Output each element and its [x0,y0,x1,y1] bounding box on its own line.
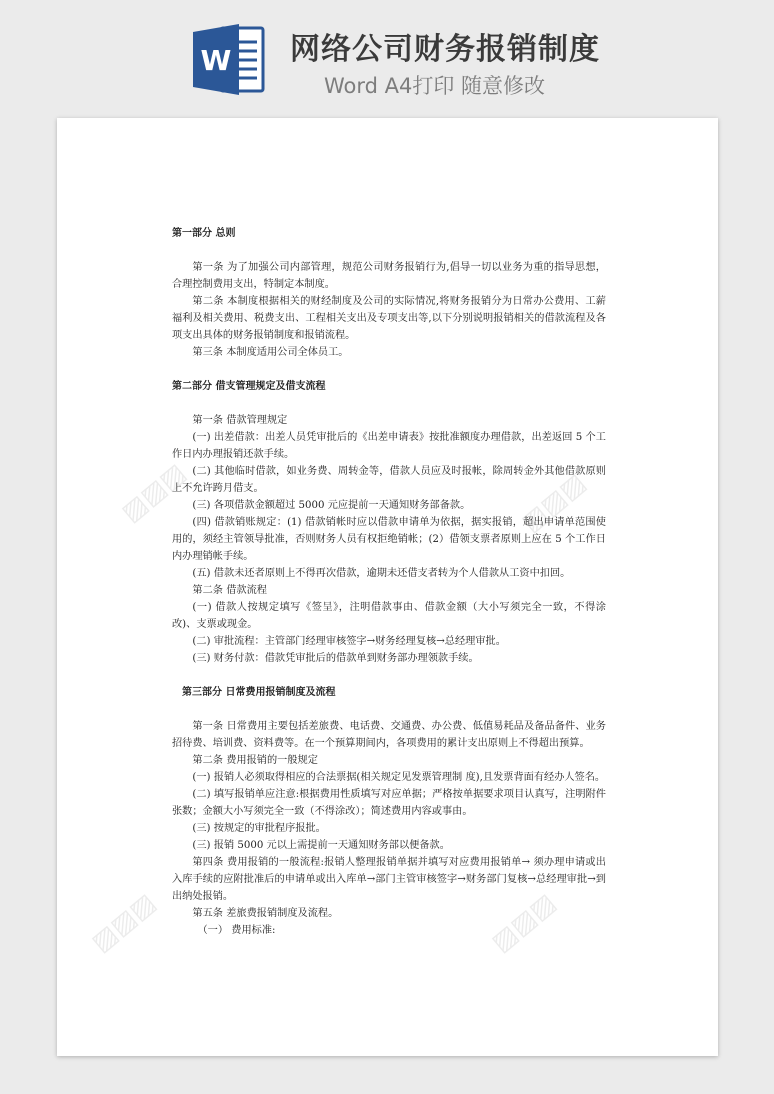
document-body [172,225,606,939]
part2-flow3: (三) 财务付款：借款凭审批后的借款单到财务部办理领款手续。 [192,653,479,664]
part2-item2: (二) 其他临时借款，如业务费、周转金等，借款人员应及时报帐，除周转金外其他借款原则上不允许跨月借支。 [172,466,606,494]
part3-article5-title: 第五条 差旅费报销制度及流程。 [192,908,339,919]
part1-article3: 第三条 本制度适用公司全体员工。 [192,347,349,358]
part3-article1: 第一条 日常费用主要包括差旅费、电话费、交通费、办公费、低值易耗品及备品备件、业务招待费、培训费、资料费等。在一个预算期间内，各项费用的累计支出原则上不得超出预算。 [172,721,606,749]
document-banner [0,0,774,118]
part2-item1: (一) 出差借款：出差人员凭审批后的《出差申请表》按批准额度办理借款，出差返回 5 个工作日内办理报销还款手续。 [172,432,606,460]
part1-heading: 第一部分 总则 [172,228,236,239]
document-page [57,118,718,1056]
part2-item5: (五) 借款未还者原则上不得再次借款，逾期未还借支者转为个人借款从工资中扣回。 [192,568,571,579]
watermark: ▨▨▨ [115,457,192,529]
watermark: ▨▨▨ [485,887,562,959]
part2-article2-title: 第二条 借款流程 [192,585,267,596]
part2-item3: (三) 各项借款金额超过 5000 元应提前一天通知财务部备款。 [192,500,471,511]
part3-rule3: (三) 按规定的审批程序报批。 [192,823,326,834]
part3-article2-title: 第二条 费用报销的一般规定 [192,755,318,766]
part2-flow2: (二) 审批流程：主管部门经理审核签字→财务经理复核→总经理审批。 [192,636,506,647]
part2-heading: 第二部分 借支管理规定及借支流程 [172,381,326,392]
part3-article4: 第四条 费用报销的一般流程:报销人整理报销单据并填写对应费用报销单→ 须办理申请或出入库手续的应附批准后的申请单或出入库单→部门主管审核签字→财务部门复核→总经理审批→到出纳处报销。 [172,857,606,902]
word-doc-icon [193,22,265,97]
part2-article1-title: 第一条 借款管理规定 [192,415,288,426]
banner-subtitle: Word A4打印 随意修改 [324,74,546,98]
part1-article1: 第一条 为了加强公司内部管理，规范公司财务报销行为,倡导一切以业务为重的指导思想，合理控制费用支出，特制定本制度。 [172,262,606,290]
part3-rule4: (三) 报销 5000 元以上需提前一天通知财务部以便备款。 [192,840,450,851]
word-icon-letter: W [200,44,232,77]
part3-heading: 第三部分 日常费用报销制度及流程 [182,687,336,698]
part2-flow1: (一) 借款人按规定填写《签呈》，注明借款事由、借款金额（大小写须完全一致，不得涂改)、支票或现金。 [172,602,606,630]
part3-rule1: (一) 报销人必须取得相应的合法票据(相关规定见发票管理制 度),且发票背面有经办人签名。 [192,772,606,783]
part3-rule2: (二) 填写报销单应注意:根据费用性质填写对应单据；严格按单据要求项目认真写，注明附件张数；金额大小写须完全一致（不得涂改）；简述费用内容或事由。 [172,789,606,817]
watermark: ▨▨▨ [85,887,162,959]
banner-title: 网络公司财务报销制度 [290,32,600,67]
watermark: ▨▨▨ [515,467,592,539]
part2-item4: (四) 借款销账规定：(1) 借款销帐时应以借款申请单为依据，据实报销，超出申请单范围使用的，须经主管领导批准，否则财务人员有权拒绝销帐；(2）借领支票者原则上应在 5 个工作日内办理销帐手续。 [172,517,606,562]
part3-article5-item1: （一） 费用标准: [197,925,276,936]
part1-article2: 第二条 本制度根据相关的财经制度及公司的实际情况,将财务报销分为日常办公费用、工薪福利及相关费用、税费支出、工程相关支出及专项支出等,以下分别说明报销相关的借款流程及各项支出具体的财务报销制度和报销流程。 [172,296,606,341]
